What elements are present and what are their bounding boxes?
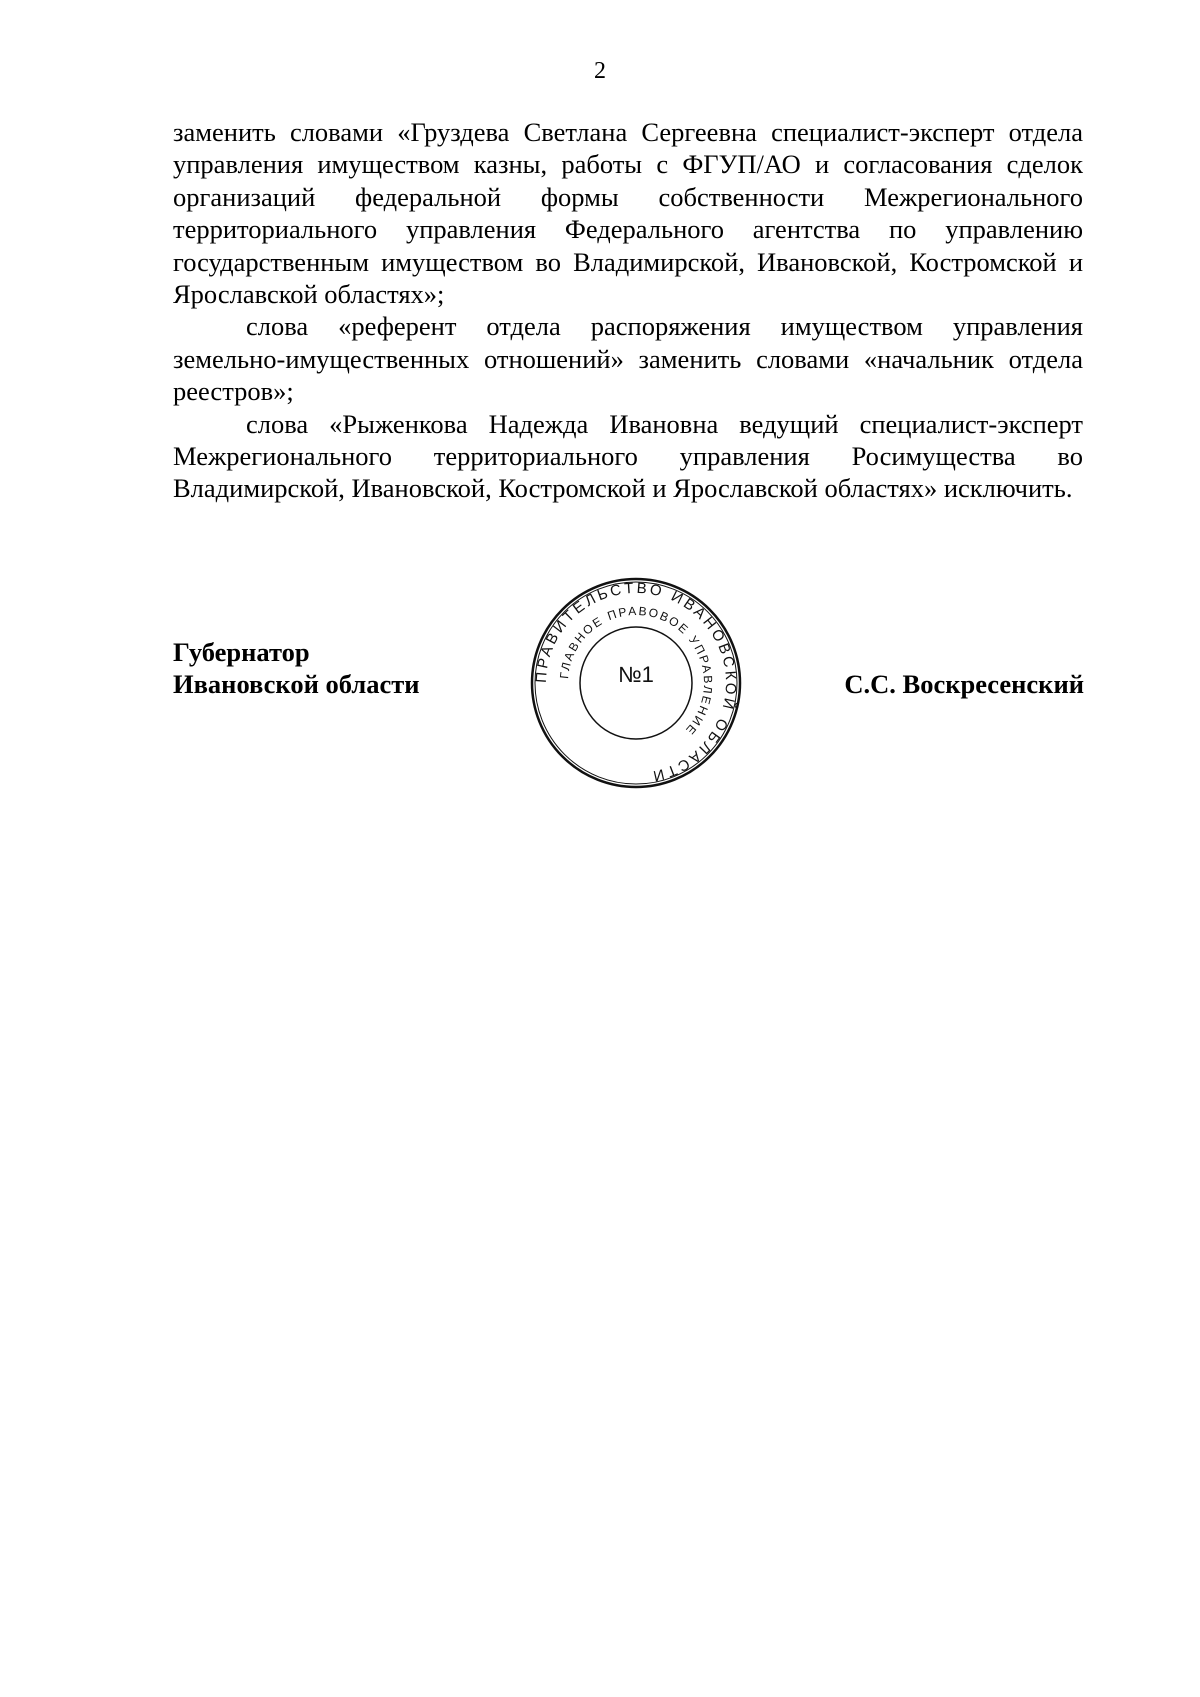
paragraph-1: заменить словами «Груздева Светлана Сергеевна специалист-эксперт отдела управления имуществом казны, работы с ФГУП/АО и согласования сделок организаций федеральной формы собственности Межрегионального территориального управления Федерального агентства по управлению государственным имуществом во Владимирской, Ивановской, Костромской и Ярославской областях»; — [173, 117, 1083, 310]
page-number: 2 — [594, 58, 606, 84]
stamp-inner-text: ГЛАВНОЕ ПРАВОВОЕ УПРАВЛЕНИЕ — [557, 603, 716, 739]
signatory-name: С.С. Воскресенский — [844, 669, 1084, 699]
paragraph-3: слова «Рыженкова Надежда Ивановна ведущий специалист-эксперт Межрегионального территориального управления Росимущества во Владимирской, Ивановской, Костромской и Ярославской областях» исключить. — [173, 408, 1083, 504]
stamp-number: №1 — [618, 662, 654, 687]
stamp-outer-text: ПРАВИТЕЛЬСТВО ИВАНОВСКОЙ ОБЛАСТИ — [532, 579, 740, 785]
signatory-position — [173, 636, 420, 700]
paragraph-2: слова «референт отдела распоряжения имуществом управления земельно-имущественных отношений» заменить словами «начальник отдела реестров»; — [173, 311, 1083, 407]
document-body — [173, 116, 1083, 505]
official-stamp — [529, 576, 743, 790]
signatory-position-line1: Губернатор — [173, 637, 310, 667]
signatory-position-line2: Ивановской области — [173, 669, 420, 699]
